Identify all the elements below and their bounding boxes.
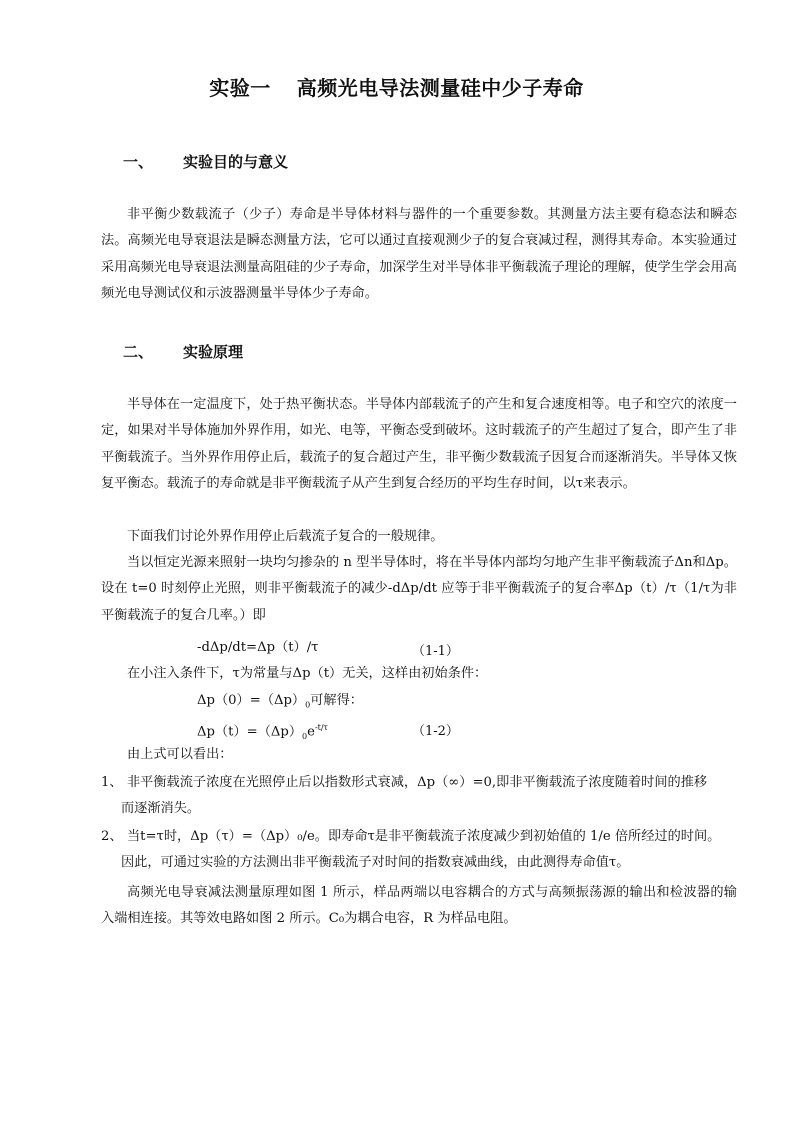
conclusion-lead: 由上式可以看出： <box>127 747 233 762</box>
list-text-line1: 非平衡载流子浓度在光照停止后以指数形式衰减，Δp（∞）=0,即非平衡载流子浓度随着时间的推移 <box>127 775 708 790</box>
section-heading-2 <box>123 341 243 362</box>
conclusion-item-1 <box>101 770 737 823</box>
equation-1-2 <box>197 718 328 747</box>
list-number: 2、 <box>101 829 123 844</box>
small-injection-condition: 在小注入条件下，τ为常量与Δp（t）无关，这样由初始条件： <box>127 666 488 681</box>
initial-condition-lhs: Δp（0）=（Δp） <box>197 693 306 708</box>
conclusion-item-2 <box>101 824 737 877</box>
page-title <box>0 72 793 101</box>
section-number: 二、 <box>123 343 154 361</box>
equation-number-1-1: （1-1） <box>412 644 459 659</box>
equation-text: -dΔp/dt=Δp（t）/τ <box>197 640 319 655</box>
section-title: 实验原理 <box>183 343 244 361</box>
equation-lhs: Δp（t）=（Δp） <box>197 724 303 740</box>
title-experiment-number: 实验一 <box>209 76 271 100</box>
initial-condition <box>197 691 363 716</box>
paragraph-illumination: 当以恒定光源来照射一块均匀掺杂的 n 型半导体时，将在半导体内部均匀地产生非平衡载流子Δn和Δp。设在 t=0 时刻停止光照，则非平衡载流子的减少-dΔp/dt 应等于非平衡载流子的复合率Δp（t）/τ（1/τ为非平衡载流子的复合几率。）即 <box>101 555 737 623</box>
section-number: 一、 <box>123 153 154 171</box>
equation-1-1 <box>197 638 318 658</box>
list-number: 1、 <box>101 775 123 790</box>
exp-superscript: -t/τ <box>314 723 328 732</box>
exp-base: e <box>307 724 315 740</box>
equation-number-1-2: （1-2） <box>412 724 459 739</box>
paragraph-purpose: 非平衡少数载流子（少子）寿命是半导体材料与器件的一个重要参数。其测量方法主要有稳态法和瞬态法。高频光电导衰退法是瞬态测量方法，它可以通过直接观测少子的复合衰减过程，测得其寿命。本实验通过采用高频光电导衰退法测量高阻硅的少子寿命，加深学生对半导体非平衡载流子理论的理解，使学生学会用高频光电导测试仪和示波器测量半导体少子寿命。 <box>101 207 737 302</box>
initial-condition-tail: 可解得： <box>310 693 363 708</box>
title-experiment-name: 高频光电导法测量硅中少子寿命 <box>296 76 584 100</box>
paragraph-general-law: 下面我们讨论外界作用停止后载流子复合的一般规律。 <box>127 529 444 544</box>
subscript-zero: 0 <box>302 732 308 742</box>
list-text-line1: 当t=τ时，Δp（τ）=（Δp）₀/e。即寿命τ是非平衡载流子浓度减少到初始值的 1/e 倍所经过的时间。 <box>127 829 721 844</box>
paragraph-principle: 半导体在一定温度下，处于热平衡状态。半导体内部载流子的产生和复合速度相等。电子和空穴的浓度一定，如果对半导体施加外界作用，如光、电等，平衡态受到破坏。这时载流子的产生超过了复合，即产生了非平衡载流子。当外界作用停止后，载流子的复合超过产生，非平衡少数载流子因复合而逐渐消失。半导体又恢复平衡态。载流子的寿命就是非平衡载流子从产生到复合经历的平均生存时间，以τ来表示。 <box>101 397 737 492</box>
list-text-line2: 而逐渐消失。 <box>121 801 201 817</box>
subscript-zero: 0 <box>305 700 311 710</box>
section-title: 实验目的与意义 <box>183 153 289 171</box>
list-text-line2: 因此，可通过实验的方法测出非平衡载流子对时间的指数衰减曲线，由此测得寿命值τ。 <box>121 855 630 871</box>
section-heading-1 <box>123 151 288 172</box>
paragraph-measurement-principle: 高频光电导衰减法测量原理如图 1 所示，样品两端以电容耦合的方式与高频振荡源的输出和检波器的输入端相连接。其等效电路如图 2 所示。C₀为耦合电容，R 为样品电阻。 <box>101 885 737 927</box>
